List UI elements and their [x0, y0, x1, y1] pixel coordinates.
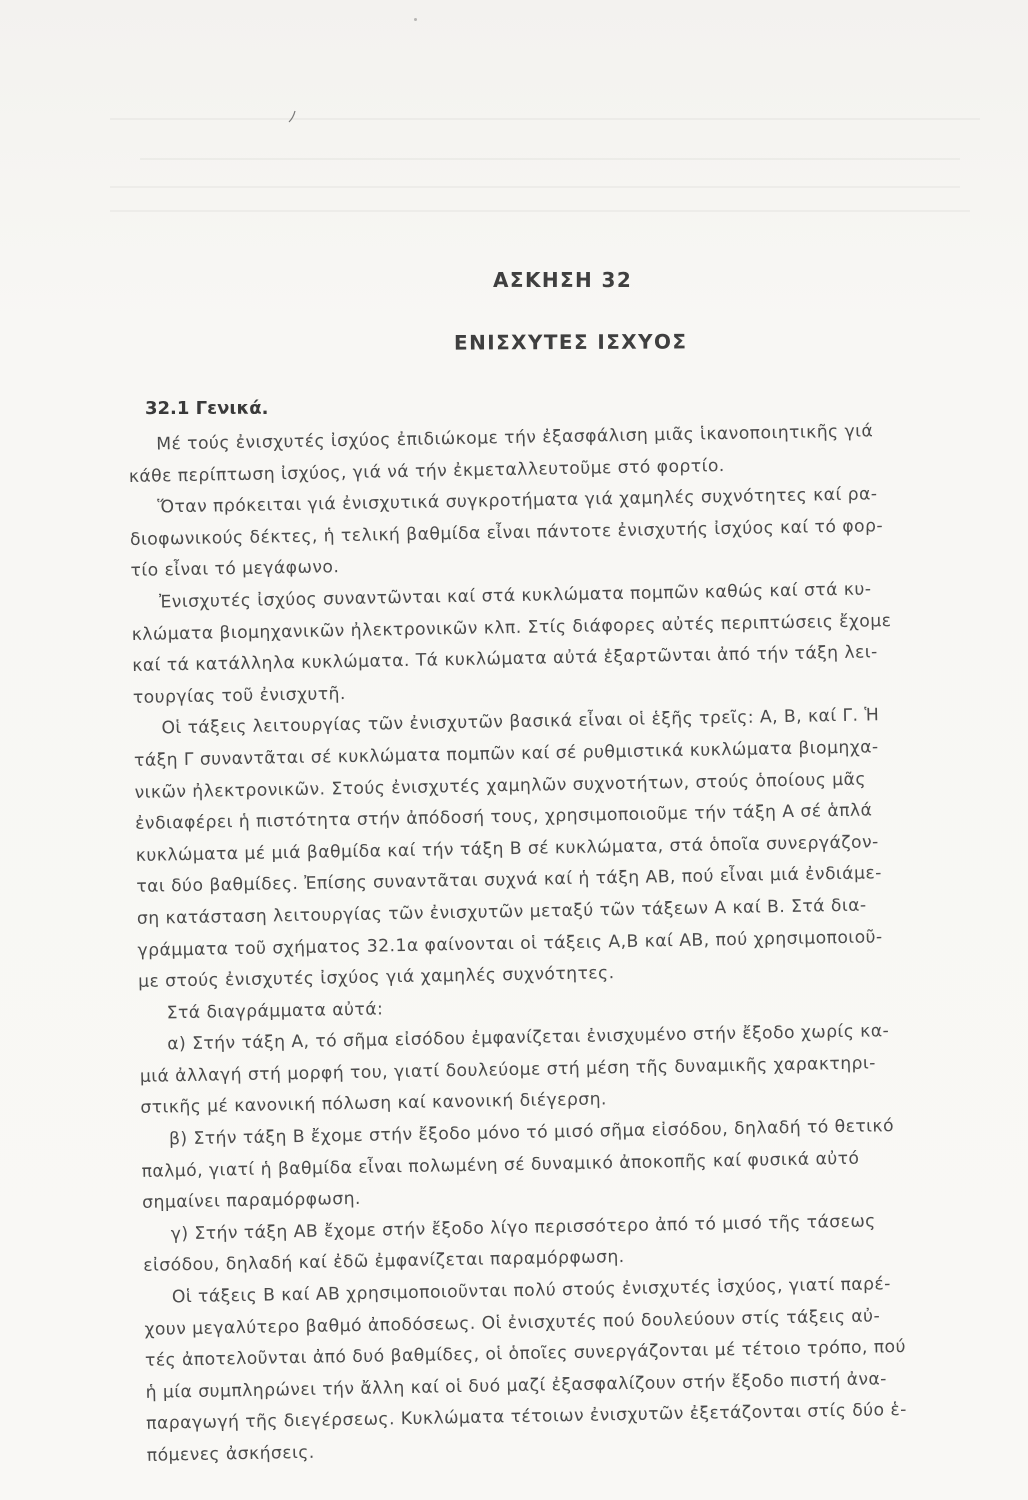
text-line: ἡ μία συμπληρώνει τήν ἄλλη καί οἱ δυό μαζί ἐξασφαλίζουν στήν ἔξοδο πιστή ἀνα- [145, 1369, 888, 1403]
text-line: Ἐνισχυτές ἰσχύος συναντῶνται καί στά κυκλώματα πομπῶν καθώς καί στά κυ- [158, 579, 872, 613]
section-heading: 32.1 Γενικά. [145, 398, 269, 419]
text-line: μιά ἀλλαγή στή μορφή του, γιατί δουλεύομε στή μέση τῆς δυναμικῆς χαρακτηρι- [139, 1053, 877, 1087]
text-line: με στούς ἐνισχυτές ἰσχύος γιά χαμηλές συχνότητες. [137, 963, 615, 992]
bleed-through-line [140, 158, 960, 160]
scan-speck [414, 18, 417, 21]
text-line: κάθε περίπτωση ἰσχύος, γιά νά τήν ἐκμεταλλευτοῦμε στό φορτίο. [128, 455, 725, 487]
text-line: τουργίας τοῦ ἐνισχυτῆ. [132, 683, 346, 708]
text-line: παραγωγή τῆς διεγέρσεως. Κυκλώματα τέτοιων ἐνισχυτῶν ἐξετάζονται στίς δύο ἑ- [146, 1400, 908, 1435]
bleed-through-line [110, 186, 960, 188]
text-line: διοφωνικούς δέκτες, ἡ τελική βαθμίδα εἶναι πάντοτε ἐνισχυτής ἰσχύος καί τό φορ- [129, 515, 884, 550]
chapter-title: ΕΝΙΣΧΥΤΕΣ ΙΣΧΥΟΣ [453, 329, 688, 355]
text-line: παλμό, γιατί ἡ βαθμίδα εἶναι πολωμένη σέ δυναμικό ἀποκοπῆς καί φυσικά αὐτό [141, 1148, 860, 1182]
text-line: γ) Στήν τάξη ΑΒ ἔχομε στήν ἔξοδο λίγο περισσότερο ἀπό τό μισό τῆς τάσεως [170, 1211, 876, 1245]
text-line: Ὅταν πρόκειται γιά ἐνισχυτικά συγκροτήματα γιά χαμηλές συχνότητες καί ρα- [157, 484, 878, 518]
body-text [128, 412, 1028, 1473]
text-line: κυκλώματα μέ μιά βαθμίδα καί τήν τάξη Β σέ κυκλώματα, στά ὁποῖα συνεργάζον- [135, 832, 879, 866]
text-line: εἰσόδου, δηλαδή καί ἐδῶ ἐμφανίζεται παραμόρφωση. [143, 1247, 625, 1277]
text-line: σημαίνει παραμόρφωση. [141, 1189, 362, 1214]
text-line: ται δύο βαθμίδες. Ἐπίσης συναντᾶται συχνά καί ἡ τάξη ΑΒ, πού εἶναι μιά ἐνδιάμε- [136, 863, 882, 898]
text-line: ση κατάσταση λειτουργίας τῶν ἐνισχυτῶν μεταξύ τῶν τάξεων Α καί Β. Στά δια- [136, 895, 867, 929]
text-line: κλώματα βιομηχανικῶν ἠλεκτρονικῶν κλπ. Στίς διάφορες αὐτές περιπτώσεις ἔχομε [131, 610, 892, 645]
text-line: πόμενες ἀσκήσεις. [146, 1442, 315, 1466]
text-line: καί τά κατάλληλα κυκλώματα. Τά κυκλώματα αὐτά ἐξαρτῶνται ἀπό τήν τάξη λει- [132, 642, 878, 677]
text-line: τάξη Γ συναντᾶται σέ κυκλώματα πομπῶν καί σέ ρυθμιστικά κυκλώματα βιομηχα- [133, 737, 879, 771]
text-line: γράμματα τοῦ σχήματος 32.1α φαίνονται οἱ τάξεις Α,Β καί ΑΒ, πού χρησιμοποιοῦ- [137, 926, 883, 961]
text-line: β) Στήν τάξη Β ἔχομε στήν ἔξοδο μόνο τό μισό σῆμα εἰσόδου, δηλαδή τό θετικό [168, 1116, 895, 1150]
text-line: χουν μεγαλύτερο βαθμό ἀποδόσεως. Οἱ ἐνισχυτές πού δουλεύουν στίς τάξεις αὐ- [144, 1305, 881, 1340]
text-line: α) Στήν τάξη Α, τό σῆμα εἰσόδου ἐμφανίζεται ἐνισχυμένο στήν ἔξοδο χωρίς κα- [167, 1021, 890, 1055]
text-line: νικῶν ἠλεκτρονικῶν. Στούς ἐνισχυτές χαμηλῶν συχνοτήτων, στούς ὁποίους μᾶς [134, 769, 867, 803]
bleed-through-line [110, 118, 980, 120]
text-line: Στά διαγράμματα αὐτά: [166, 999, 384, 1024]
text-line: τίο εἶναι τό μεγάφωνο. [130, 557, 340, 582]
text-line: στικῆς μέ κανονική πόλωση καί κανονική διέγερση. [140, 1089, 608, 1119]
text-line: ἐνδιαφέρει ἡ πιστότητα στήν ἀπόδοσή τους, χρησιμοποιοῦμε τήν τάξη Α σέ ἁπλά [135, 800, 873, 835]
text-line: Μέ τούς ἐνισχυτές ἰσχύος ἐπιδιώκομε τήν ἐξασφάλιση μιᾶς ἱκανοποιητικῆς γιά [156, 421, 874, 455]
pencil-mark-icon [286, 110, 298, 124]
text-line: τές ἀποτελοῦνται ἀπό δυό βαθμίδες, οἱ ὁποῖες συνεργάζονται μέ τέτοιο τρόπο, πού [144, 1337, 907, 1372]
text-line: Οἱ τάξεις Β καί ΑΒ χρησιμοποιοῦνται πολύ στούς ἐνισχυτές ἰσχύος, γιατί παρέ- [171, 1274, 891, 1308]
exercise-title: ΑΣΚΗΣΗ 32 [493, 268, 633, 292]
text-line: Οἱ τάξεις λειτουργίας τῶν ἐνισχυτῶν βασικά εἶναι οἱ ἑξῆς τρεῖς: Α, Β, καί Γ. Ἡ [161, 705, 880, 739]
bleed-through-line [110, 210, 970, 212]
